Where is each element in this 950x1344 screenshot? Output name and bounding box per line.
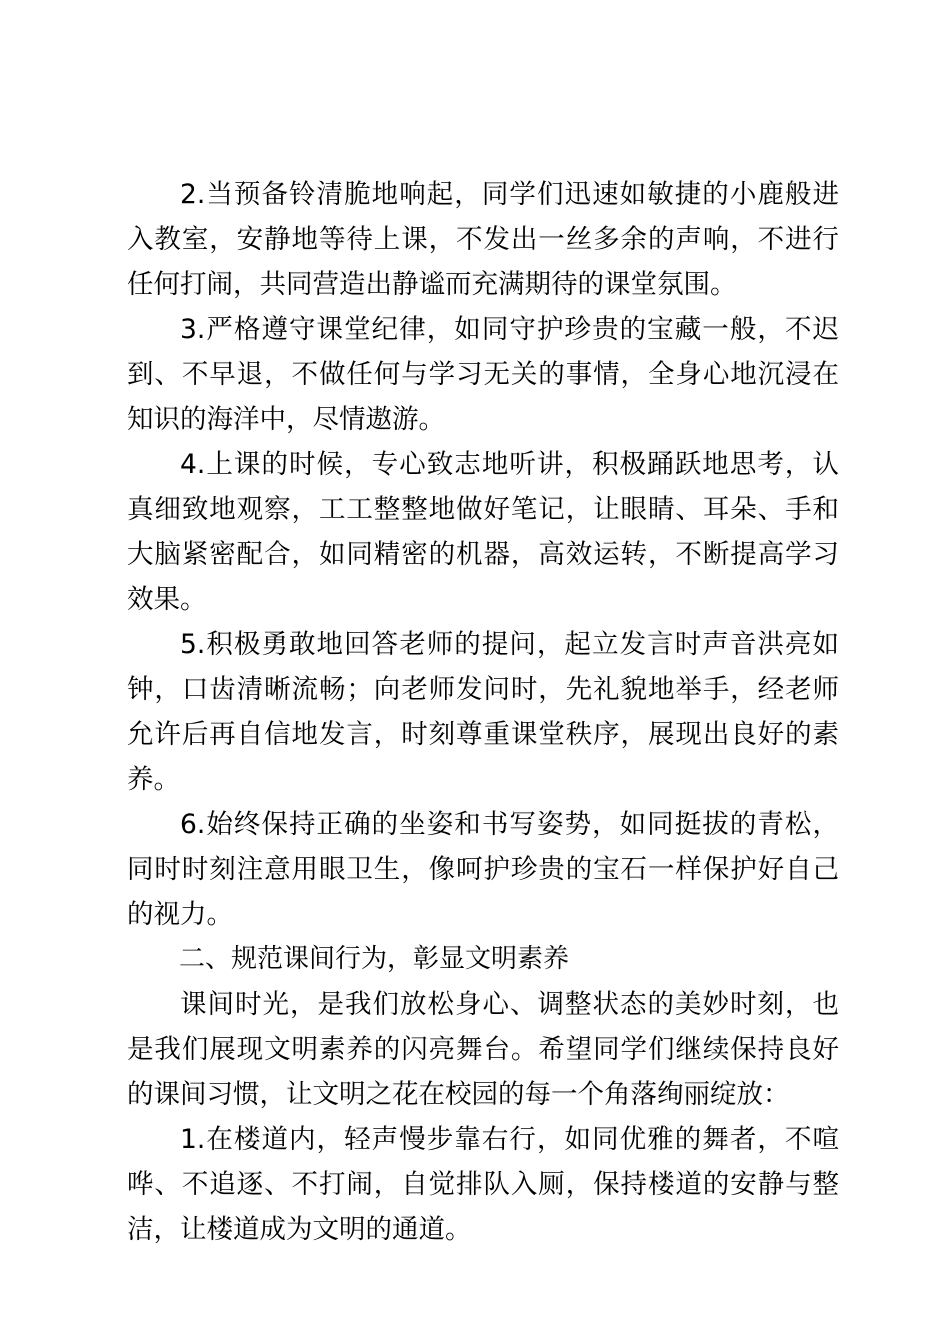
paragraph-item-6: 6.始终保持正确的坐姿和书写姿势，如同挺拔的青松，同时时刻注意用眼卫生，像呵护珍贵的宝石一样保护好自己的视力。 [127,809,839,930]
paragraph-item-1: 1.在楼道内，轻声慢步靠右行，如同优雅的舞者，不喧哗、不追逐、不打闹，自觉排队入厕，保持楼道的安静与整洁，让楼道成为文明的通道。 [127,1124,839,1245]
paragraph-item-5: 5.积极勇敢地回答老师的提问，起立发言时声音洪亮如钟，口齿清晰流畅；向老师发问时，先礼貌地举手，经老师允许后再自信地发言，时刻尊重课堂秩序，展现出良好的素养。 [127,629,839,795]
paragraph-item-2: 2.当预备铃清脆地响起，同学们迅速如敏捷的小鹿般进入教室，安静地等待上课，不发出一丝多余的声响，不进行任何打闹，共同营造出静谧而充满期待的课堂氛围。 [127,179,839,300]
document-body [127,172,839,1252]
paragraph-item-3: 3.严格遵守课堂纪律，如同守护珍贵的宝藏一般，不迟到、不早退，不做任何与学习无关的事情，全身心地沉浸在知识的海洋中，尽情遨游。 [127,314,839,435]
intro-paragraph: 课间时光，是我们放松身心、调整状态的美妙时刻，也是我们展现文明素养的闪亮舞台。希望同学们继续保持良好的课间习惯，让文明之花在校园的每一个角落绚丽绽放： [127,989,839,1110]
paragraph-item-4: 4.上课的时候，专心致志地听讲，积极踊跃地思考，认真细致地观察，工工整整地做好笔记，让眼睛、耳朵、手和大脑紧密配合，如同精密的机器，高效运转，不断提高学习效果。 [127,449,839,615]
section-heading: 二、规范课间行为，彰显文明素养 [179,944,570,974]
